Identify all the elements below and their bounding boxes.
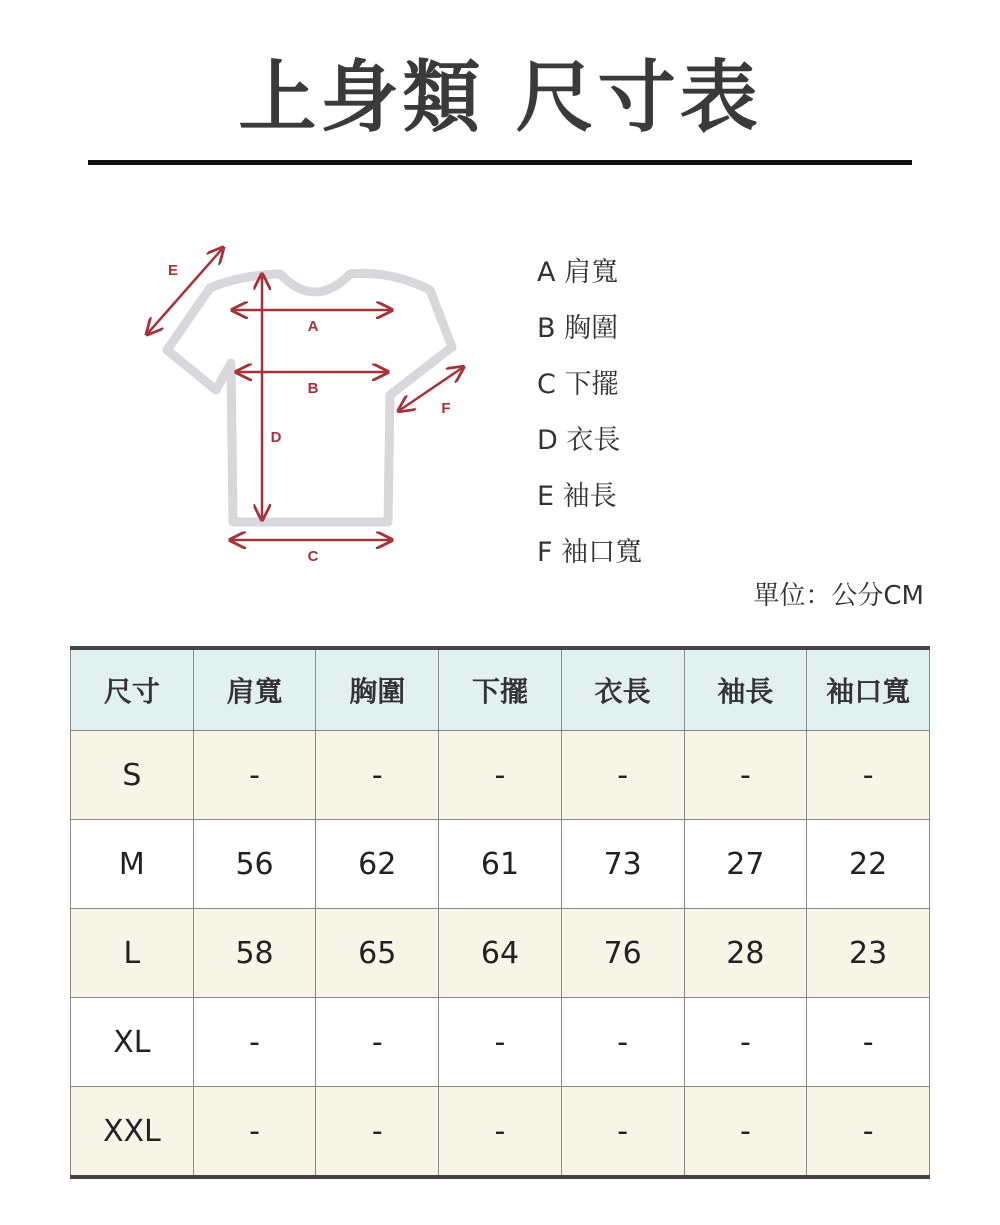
legend-item xyxy=(537,469,642,525)
legend-letter: F xyxy=(537,537,553,568)
table-cell: - xyxy=(807,998,930,1087)
header-cell: 袖長 xyxy=(684,648,807,731)
table-cell: - xyxy=(684,1087,807,1178)
legend-label: 袖口寬 xyxy=(561,537,643,568)
table-row xyxy=(71,998,930,1087)
table-cell: 65 xyxy=(316,909,439,998)
diagram-letter-e: E xyxy=(167,262,179,279)
diagram-letter-a: A xyxy=(307,318,319,335)
table-row xyxy=(71,909,930,998)
table-cell: - xyxy=(439,998,562,1087)
table-cell: 73 xyxy=(561,820,684,909)
legend-letter: E xyxy=(537,481,555,512)
table-cell: - xyxy=(193,998,316,1087)
table-cell: - xyxy=(807,731,930,820)
table-cell: - xyxy=(684,731,807,820)
header-cell: 肩寬 xyxy=(193,648,316,731)
table-row xyxy=(71,731,930,820)
header-cell: 下擺 xyxy=(439,648,562,731)
table-cell: - xyxy=(561,731,684,820)
table-cell: 61 xyxy=(439,820,562,909)
size-chart-table xyxy=(70,646,930,1179)
tshirt-measurement-diagram xyxy=(130,230,480,580)
table-cell: - xyxy=(316,1087,439,1178)
legend-item xyxy=(537,245,642,301)
table-row xyxy=(71,820,930,909)
table-header-row xyxy=(71,648,930,731)
table-cell: - xyxy=(439,731,562,820)
table-row xyxy=(71,1087,930,1178)
legend-label: 肩寬 xyxy=(564,257,619,288)
table-cell: 27 xyxy=(684,820,807,909)
size-cell: XL xyxy=(71,998,194,1087)
table-cell: - xyxy=(193,731,316,820)
table-cell: - xyxy=(684,998,807,1087)
legend-label: 衣長 xyxy=(566,425,621,456)
table-cell: 64 xyxy=(439,909,562,998)
legend-item xyxy=(537,413,642,469)
table-cell: - xyxy=(561,1087,684,1178)
header-cell: 尺寸 xyxy=(71,648,194,731)
legend-label: 袖長 xyxy=(562,481,617,512)
table-cell: 62 xyxy=(316,820,439,909)
measurement-legend xyxy=(537,245,642,581)
page-title: 上身類 尺寸表 xyxy=(238,53,762,143)
unit-note: 單位：公分CM xyxy=(753,581,924,611)
table-cell: 76 xyxy=(561,909,684,998)
table-cell: 58 xyxy=(193,909,316,998)
legend-item xyxy=(537,301,642,357)
diagram-letter-c: C xyxy=(307,548,319,565)
table-cell: 23 xyxy=(807,909,930,998)
table-cell: 22 xyxy=(807,820,930,909)
diagram-letter-b: B xyxy=(307,380,319,397)
table-cell: - xyxy=(807,1087,930,1178)
legend-letter: B xyxy=(537,313,556,344)
legend-letter: D xyxy=(537,425,558,456)
table-cell: - xyxy=(316,998,439,1087)
size-cell: L xyxy=(71,909,194,998)
legend-item xyxy=(537,357,642,413)
diagram-letter-d: D xyxy=(270,429,282,446)
size-cell: XXL xyxy=(71,1087,194,1178)
measure-f-arrow xyxy=(400,368,462,410)
size-cell: M xyxy=(71,820,194,909)
table-cell: - xyxy=(193,1087,316,1178)
table-cell: - xyxy=(316,731,439,820)
header-cell: 袖口寬 xyxy=(807,648,930,731)
header-cell: 衣長 xyxy=(561,648,684,731)
legend-item xyxy=(537,525,642,581)
table-cell: - xyxy=(561,998,684,1087)
legend-letter: A xyxy=(537,257,556,288)
legend-label: 下擺 xyxy=(564,369,619,400)
header-cell: 胸圍 xyxy=(316,648,439,731)
legend-letter: C xyxy=(537,369,556,400)
diagram-letter-f: F xyxy=(441,400,451,417)
table-cell: 56 xyxy=(193,820,316,909)
size-cell: S xyxy=(71,731,194,820)
table-cell: 28 xyxy=(684,909,807,998)
title-divider xyxy=(88,160,912,165)
table-cell: - xyxy=(439,1087,562,1178)
legend-label: 胸圍 xyxy=(564,313,619,344)
